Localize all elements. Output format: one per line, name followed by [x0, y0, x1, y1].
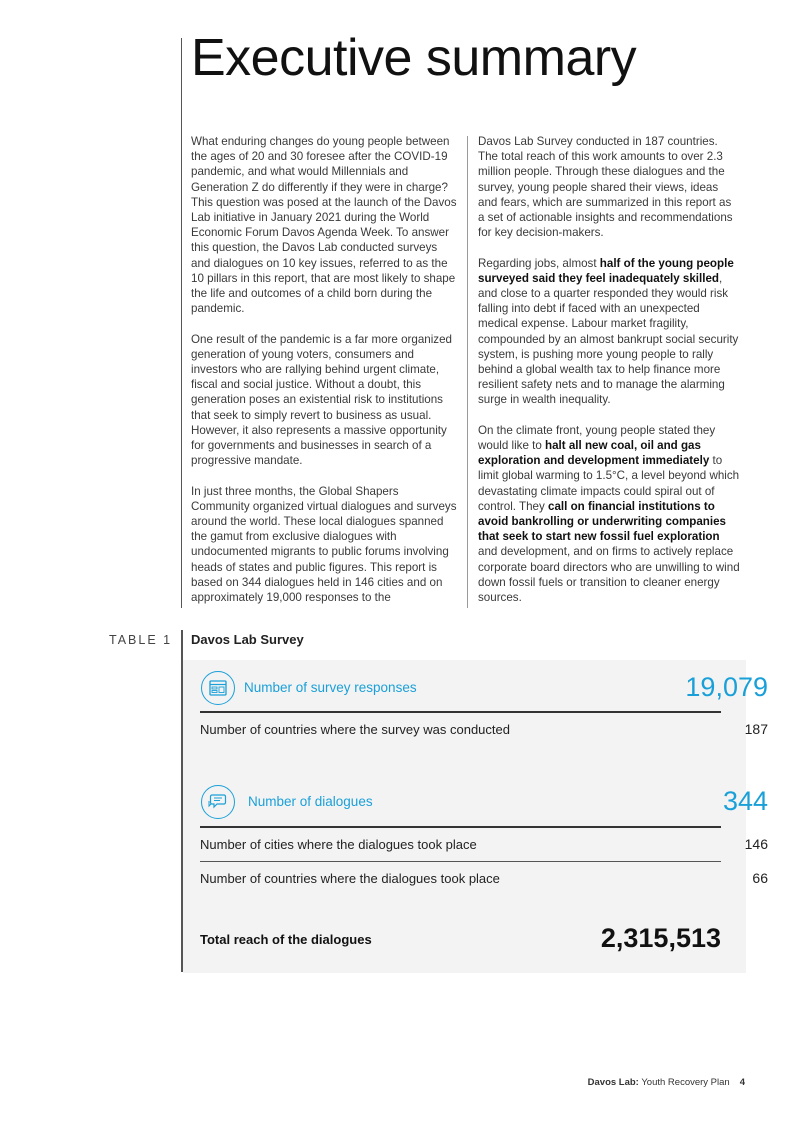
row-dialogue-countries-value: 66: [752, 870, 768, 886]
paragraph-text: One result of the pandemic is a far more organized generation of young voters, consumers and investors who are rallying behind urgent climate, fiscal and social justice. Without a doubt, this generation poses an existential risk to institutions that seek to simply revert to business as usual. However, it also represents a massive opportunity for governments and businesses in search of a progressive mandate.: [191, 332, 452, 468]
emphasis-text: halt all new coal, oil and gas exploration and development immediately: [478, 439, 710, 468]
paragraph-text: Davos Lab Survey conducted in 187 countries. The total reach of this work amounts to over 2.3 million people. Through these dialogues and the survey, young people shared their views, ideas and fears, which are summarized in this report as a set of actionable insights and recommendations for key decision-makers.: [478, 135, 733, 240]
survey-responses-value: 19,079: [685, 672, 768, 702]
body-column-right: [478, 134, 740, 620]
paragraph: [478, 423, 740, 605]
paragraph-text: , and close to a quarter responded they would risk falling into debt if faced with an unexpected medical expense. Labour market fragility, compounded by an almost bankrupt social security system, is pushing more young people to rally behind a global wealth tax to help finance more resilient safety nets and to manage the alarming surge in wealth inequality.: [478, 271, 739, 407]
paragraph-text: On the climate front, young people stated they would like to: [478, 423, 716, 453]
paragraph-text: and development, and on firms to actively replace corporate board directors who are unwilling to wind down fossil fuels or transition to cleaner energy sources.: [478, 545, 740, 605]
emphasis-text: call on financial institutions to avoid bankrolling or underwriting companies that seek to start new fossil fuel exploration: [478, 499, 727, 544]
paragraph: [478, 256, 740, 408]
body-column-left: [191, 134, 457, 620]
paragraph-text: What enduring changes do young people between the ages of 20 and 30 foresee after the COVID-19 pandemic, and what would Millennials and Generation Z do differently if they were in charge? This question was posed at the launch of the Davos Lab initiative in January 2021 during the World Economic Forum Davos Agenda Week. To answer this question, the Davos Lab conducted surveys and dialogues on 10 key issues, referred to as the 10 pillars in this report, that are most likely to shape the life and outcomes of a child born during the pandemic.: [191, 135, 457, 316]
total-reach-value: 2,315,513: [600, 923, 721, 953]
table-number: TABLE 1: [109, 633, 173, 647]
row-survey-countries-label: Number of countries where the survey was conducted: [200, 722, 510, 737]
page-title: Executive summary: [191, 29, 637, 87]
footer-report-prefix: Davos Lab:: [587, 1077, 639, 1088]
paragraph-text: Regarding jobs, almost: [478, 256, 600, 270]
divider: [200, 826, 721, 828]
paragraph: [191, 332, 457, 469]
column-divider: [467, 136, 468, 608]
divider: [200, 711, 721, 713]
survey-form-icon: [201, 671, 235, 705]
survey-responses-label: Number of survey responses: [244, 680, 417, 695]
dialogues-label: Number of dialogues: [248, 794, 373, 809]
paragraph: [478, 134, 740, 240]
chat-bubbles-icon: [201, 785, 235, 819]
page-number: 4: [739, 1077, 745, 1088]
total-reach-label: Total reach of the dialogues: [200, 932, 372, 947]
paragraph: [191, 134, 457, 316]
margin-rule-top: [181, 38, 182, 608]
emphasis-text: half of the young people surveyed said they feel inadequately skilled: [478, 256, 734, 285]
row-survey-countries-value: 187: [744, 721, 768, 737]
table-title: Davos Lab Survey: [191, 632, 304, 647]
footer-report-title: Youth Recovery Plan: [638, 1077, 730, 1088]
row-dialogue-cities-label: Number of cities where the dialogues took place: [200, 837, 477, 852]
paragraph: [191, 484, 457, 606]
page-footer: [588, 1077, 745, 1088]
dialogues-value: 344: [722, 786, 768, 816]
row-dialogue-countries-label: Number of countries where the dialogues took place: [200, 871, 500, 886]
paragraph-text: In just three months, the Global Shapers Community organized virtual dialogues and surveys around the world. These local dialogues spanned the gamut from exclusive dialogues with undocumented migrants to public forums involving heads of states and public figures. This report is based on 344 dialogues held in 146 cities and on approximately 19,000 responses to the: [191, 484, 457, 605]
row-dialogue-cities-value: 146: [744, 836, 768, 852]
paragraph-text: to limit global warming to 1.5°C, a level beyond which devastating climate impacts could spiral out of control. They: [478, 454, 740, 513]
divider: [200, 861, 721, 862]
